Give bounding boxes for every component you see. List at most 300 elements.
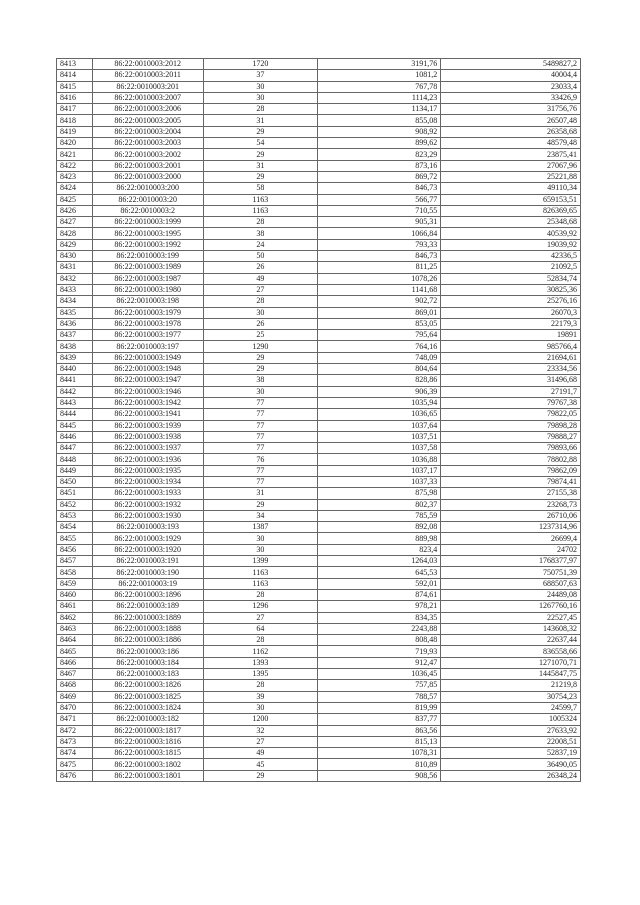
row-number-cell: 8446: [57, 431, 93, 442]
row-number-cell: 8476: [57, 770, 93, 781]
area-cell: 1163: [203, 567, 317, 578]
cadastral-value-cell: 21092,5: [441, 262, 581, 273]
row-number-cell: 8445: [57, 420, 93, 431]
row-number-cell: 8447: [57, 443, 93, 454]
table-row: [57, 499, 581, 510]
cadastral-number-cell: 86:22:0010003:1948: [92, 364, 203, 375]
cadastral-number-cell: 86:22:0010003:2007: [92, 92, 203, 103]
unit-value-cell: 3191,76: [317, 59, 440, 70]
cadastral-value-cell: 23875,41: [441, 149, 581, 160]
table-row: [57, 669, 581, 680]
cadastral-number-cell: 86:22:0010003:2003: [92, 138, 203, 149]
unit-value-cell: 1036,88: [317, 454, 440, 465]
area-cell: 30: [203, 544, 317, 555]
area-cell: 45: [203, 759, 317, 770]
area-cell: 1163: [203, 205, 317, 216]
unit-value-cell: 874,61: [317, 589, 440, 600]
cadastral-number-cell: 86:22:0010003:184: [92, 657, 203, 668]
row-number-cell: 8462: [57, 612, 93, 623]
cadastral-number-cell: 86:22:0010003:1947: [92, 375, 203, 386]
cadastral-value-cell: 836558,66: [441, 646, 581, 657]
area-cell: 24: [203, 239, 317, 250]
cadastral-number-cell: 86:22:0010003:1999: [92, 217, 203, 228]
area-cell: 27: [203, 612, 317, 623]
row-number-cell: 8464: [57, 635, 93, 646]
area-cell: 34: [203, 510, 317, 521]
cadastral-value-cell: 27067,96: [441, 160, 581, 171]
cadastral-number-cell: 86:22:0010003:200: [92, 183, 203, 194]
cadastral-number-cell: 86:22:0010003:1886: [92, 635, 203, 646]
area-cell: 28: [203, 104, 317, 115]
cadastral-number-cell: 86:22:0010003:2006: [92, 104, 203, 115]
cadastral-number-cell: 86:22:0010003:1937: [92, 443, 203, 454]
cadastral-value-cell: 26348,24: [441, 770, 581, 781]
area-cell: 1399: [203, 556, 317, 567]
cadastral-number-cell: 86:22:0010003:1825: [92, 691, 203, 702]
table-row: [57, 702, 581, 713]
area-cell: 28: [203, 296, 317, 307]
cadastral-number-cell: 86:22:0010003:191: [92, 556, 203, 567]
row-number-cell: 8423: [57, 171, 93, 182]
cadastral-value-cell: 23268,73: [441, 499, 581, 510]
table-row: [57, 149, 581, 160]
row-number-cell: 8434: [57, 296, 93, 307]
table-row: [57, 194, 581, 205]
table-row: [57, 488, 581, 499]
row-number-cell: 8460: [57, 589, 93, 600]
row-number-cell: 8468: [57, 680, 93, 691]
table-row: [57, 217, 581, 228]
unit-value-cell: 767,78: [317, 81, 440, 92]
row-number-cell: 8459: [57, 578, 93, 589]
area-cell: 1395: [203, 669, 317, 680]
unit-value-cell: 908,92: [317, 126, 440, 137]
row-number-cell: 8418: [57, 115, 93, 126]
cadastral-value-cell: 79874,41: [441, 476, 581, 487]
unit-value-cell: 566,77: [317, 194, 440, 205]
area-cell: 28: [203, 589, 317, 600]
unit-value-cell: 1035,94: [317, 397, 440, 408]
cadastral-value-cell: 27191,7: [441, 386, 581, 397]
unit-value-cell: 1134,17: [317, 104, 440, 115]
cadastral-value-cell: 826369,65: [441, 205, 581, 216]
table-row: [57, 556, 581, 567]
row-number-cell: 8443: [57, 397, 93, 408]
cadastral-value-cell: 1768377,97: [441, 556, 581, 567]
cadastral-value-cell: 30825,36: [441, 284, 581, 295]
cadastral-number-cell: 86:22:0010003:1935: [92, 465, 203, 476]
cadastral-number-cell: 86:22:0010003:1930: [92, 510, 203, 521]
unit-value-cell: 645,53: [317, 567, 440, 578]
area-cell: 28: [203, 635, 317, 646]
area-cell: 29: [203, 770, 317, 781]
area-cell: 50: [203, 251, 317, 262]
table-row: [57, 691, 581, 702]
cadastral-value-cell: 22008,51: [441, 736, 581, 747]
area-cell: 38: [203, 228, 317, 239]
row-number-cell: 8452: [57, 499, 93, 510]
area-cell: 77: [203, 443, 317, 454]
cadastral-number-cell: 86:22:0010003:1946: [92, 386, 203, 397]
cadastral-number-cell: 86:22:0010003:1802: [92, 759, 203, 770]
cadastral-value-cell: 25276,16: [441, 296, 581, 307]
area-cell: 28: [203, 680, 317, 691]
cadastral-number-cell: 86:22:0010003:1815: [92, 748, 203, 759]
unit-value-cell: 1037,51: [317, 431, 440, 442]
unit-value-cell: 719,93: [317, 646, 440, 657]
table-row: [57, 59, 581, 70]
cadastral-number-cell: 86:22:0010003:2001: [92, 160, 203, 171]
area-cell: 30: [203, 81, 317, 92]
area-cell: 29: [203, 126, 317, 137]
unit-value-cell: 837,77: [317, 714, 440, 725]
table-row: [57, 589, 581, 600]
table-row: [57, 714, 581, 725]
table-row: [57, 657, 581, 668]
table-row: [57, 386, 581, 397]
cadastral-number-cell: 86:22:0010003:1934: [92, 476, 203, 487]
unit-value-cell: 889,98: [317, 533, 440, 544]
table-row: [57, 228, 581, 239]
cadastral-value-cell: 1267760,16: [441, 601, 581, 612]
row-number-cell: 8469: [57, 691, 93, 702]
area-cell: 1200: [203, 714, 317, 725]
cadastral-value-cell: 40539,92: [441, 228, 581, 239]
table-row: [57, 476, 581, 487]
area-cell: 37: [203, 70, 317, 81]
row-number-cell: 8471: [57, 714, 93, 725]
cadastral-value-cell: 48579,48: [441, 138, 581, 149]
cadastral-value-cell: 79822,05: [441, 409, 581, 420]
row-number-cell: 8426: [57, 205, 93, 216]
unit-value-cell: 793,33: [317, 239, 440, 250]
cadastral-value-cell: 22527,45: [441, 612, 581, 623]
area-cell: 26: [203, 318, 317, 329]
area-cell: 77: [203, 397, 317, 408]
cadastral-value-cell: 985766,4: [441, 341, 581, 352]
cadastral-number-cell: 86:22:0010003:198: [92, 296, 203, 307]
cadastral-value-table: [56, 58, 581, 782]
cadastral-value-cell: 40004,4: [441, 70, 581, 81]
cadastral-value-cell: 33426,9: [441, 92, 581, 103]
cadastral-value-cell: 659153,51: [441, 194, 581, 205]
unit-value-cell: 978,21: [317, 601, 440, 612]
cadastral-value-cell: 143608,32: [441, 623, 581, 634]
cadastral-number-cell: 86:22:0010003:2011: [92, 70, 203, 81]
unit-value-cell: 863,56: [317, 725, 440, 736]
table-row: [57, 759, 581, 770]
cadastral-number-cell: 86:22:0010003:1889: [92, 612, 203, 623]
area-cell: 76: [203, 454, 317, 465]
unit-value-cell: 811,25: [317, 262, 440, 273]
area-cell: 1387: [203, 522, 317, 533]
row-number-cell: 8454: [57, 522, 93, 533]
table-row: [57, 646, 581, 657]
cadastral-number-cell: 86:22:0010003:201: [92, 81, 203, 92]
cadastral-number-cell: 86:22:0010003:2005: [92, 115, 203, 126]
row-number-cell: 8431: [57, 262, 93, 273]
cadastral-value-cell: 27155,38: [441, 488, 581, 499]
table-row: [57, 725, 581, 736]
row-number-cell: 8448: [57, 454, 93, 465]
unit-value-cell: 1036,65: [317, 409, 440, 420]
unit-value-cell: 855,08: [317, 115, 440, 126]
row-number-cell: 8472: [57, 725, 93, 736]
cadastral-value-cell: 1005324: [441, 714, 581, 725]
cadastral-value-cell: 49110,34: [441, 183, 581, 194]
cadastral-value-cell: 23033,4: [441, 81, 581, 92]
area-cell: 1720: [203, 59, 317, 70]
unit-value-cell: 873,16: [317, 160, 440, 171]
row-number-cell: 8458: [57, 567, 93, 578]
cadastral-number-cell: 86:22:0010003:189: [92, 601, 203, 612]
area-cell: 58: [203, 183, 317, 194]
row-number-cell: 8474: [57, 748, 93, 759]
unit-value-cell: 757,85: [317, 680, 440, 691]
unit-value-cell: 846,73: [317, 183, 440, 194]
table-row: [57, 736, 581, 747]
row-number-cell: 8436: [57, 318, 93, 329]
table-row: [57, 183, 581, 194]
cadastral-value-cell: 1445847,75: [441, 669, 581, 680]
unit-value-cell: 875,98: [317, 488, 440, 499]
cadastral-value-cell: 1271070,71: [441, 657, 581, 668]
unit-value-cell: 846,73: [317, 251, 440, 262]
row-number-cell: 8430: [57, 251, 93, 262]
row-number-cell: 8422: [57, 160, 93, 171]
row-number-cell: 8416: [57, 92, 93, 103]
unit-value-cell: 815,13: [317, 736, 440, 747]
table-row: [57, 318, 581, 329]
row-number-cell: 8425: [57, 194, 93, 205]
cadastral-value-cell: 750751,39: [441, 567, 581, 578]
area-cell: 26: [203, 262, 317, 273]
cadastral-value-cell: 25221,88: [441, 171, 581, 182]
unit-value-cell: 1114,23: [317, 92, 440, 103]
unit-value-cell: 795,64: [317, 330, 440, 341]
area-cell: 49: [203, 273, 317, 284]
cadastral-number-cell: 86:22:0010003:1989: [92, 262, 203, 273]
cadastral-value-cell: 1237314,96: [441, 522, 581, 533]
table-row: [57, 70, 581, 81]
row-number-cell: 8467: [57, 669, 93, 680]
cadastral-value-cell: 78802,88: [441, 454, 581, 465]
cadastral-number-cell: 86:22:0010003:1801: [92, 770, 203, 781]
cadastral-number-cell: 86:22:0010003:2002: [92, 149, 203, 160]
unit-value-cell: 912,47: [317, 657, 440, 668]
table-body: [57, 59, 581, 782]
area-cell: 30: [203, 702, 317, 713]
cadastral-number-cell: 86:22:0010003:2000: [92, 171, 203, 182]
row-number-cell: 8457: [57, 556, 93, 567]
table-row: [57, 409, 581, 420]
table-row: [57, 296, 581, 307]
cadastral-number-cell: 86:22:0010003:1826: [92, 680, 203, 691]
table-row: [57, 612, 581, 623]
unit-value-cell: 906,39: [317, 386, 440, 397]
row-number-cell: 8420: [57, 138, 93, 149]
area-cell: 77: [203, 409, 317, 420]
cadastral-number-cell: 86:22:0010003:1941: [92, 409, 203, 420]
area-cell: 38: [203, 375, 317, 386]
cadastral-number-cell: 86:22:0010003:197: [92, 341, 203, 352]
cadastral-value-cell: 5489827,2: [441, 59, 581, 70]
row-number-cell: 8461: [57, 601, 93, 612]
table-row: [57, 160, 581, 171]
cadastral-number-cell: 86:22:0010003:1992: [92, 239, 203, 250]
unit-value-cell: 902,72: [317, 296, 440, 307]
cadastral-value-cell: 19039,92: [441, 239, 581, 250]
row-number-cell: 8440: [57, 364, 93, 375]
table-row: [57, 251, 581, 262]
area-cell: 31: [203, 160, 317, 171]
row-number-cell: 8451: [57, 488, 93, 499]
unit-value-cell: 2243,88: [317, 623, 440, 634]
cadastral-number-cell: 86:22:0010003:1888: [92, 623, 203, 634]
row-number-cell: 8428: [57, 228, 93, 239]
cadastral-value-cell: 52837,19: [441, 748, 581, 759]
area-cell: 1163: [203, 578, 317, 589]
cadastral-number-cell: 86:22:0010003:1978: [92, 318, 203, 329]
unit-value-cell: 1037,33: [317, 476, 440, 487]
row-number-cell: 8466: [57, 657, 93, 668]
table-row: [57, 680, 581, 691]
row-number-cell: 8433: [57, 284, 93, 295]
cadastral-number-cell: 86:22:0010003:1936: [92, 454, 203, 465]
unit-value-cell: 828,86: [317, 375, 440, 386]
unit-value-cell: 892,08: [317, 522, 440, 533]
area-cell: 1163: [203, 194, 317, 205]
table-row: [57, 239, 581, 250]
area-cell: 29: [203, 171, 317, 182]
row-number-cell: 8473: [57, 736, 93, 747]
cadastral-value-cell: 79893,66: [441, 443, 581, 454]
table-row: [57, 635, 581, 646]
area-cell: 28: [203, 217, 317, 228]
table-row: [57, 126, 581, 137]
unit-value-cell: 819,99: [317, 702, 440, 713]
unit-value-cell: 1037,58: [317, 443, 440, 454]
cadastral-value-cell: 79767,38: [441, 397, 581, 408]
unit-value-cell: 808,48: [317, 635, 440, 646]
unit-value-cell: 592,01: [317, 578, 440, 589]
unit-value-cell: 1264,03: [317, 556, 440, 567]
row-number-cell: 8463: [57, 623, 93, 634]
cadastral-number-cell: 86:22:0010003:183: [92, 669, 203, 680]
table-row: [57, 115, 581, 126]
row-number-cell: 8450: [57, 476, 93, 487]
table-row: [57, 307, 581, 318]
area-cell: 30: [203, 92, 317, 103]
area-cell: 31: [203, 115, 317, 126]
area-cell: 64: [203, 623, 317, 634]
cadastral-number-cell: 86:22:0010003:1949: [92, 352, 203, 363]
cadastral-value-cell: 79898,28: [441, 420, 581, 431]
table-row: [57, 544, 581, 555]
cadastral-number-cell: 86:22:0010003:1824: [92, 702, 203, 713]
cadastral-number-cell: 86:22:0010003:1896: [92, 589, 203, 600]
cadastral-value-cell: 19891: [441, 330, 581, 341]
row-number-cell: 8414: [57, 70, 93, 81]
area-cell: 1162: [203, 646, 317, 657]
table-row: [57, 454, 581, 465]
cadastral-value-cell: 24599,7: [441, 702, 581, 713]
cadastral-number-cell: 86:22:0010003:2012: [92, 59, 203, 70]
row-number-cell: 8439: [57, 352, 93, 363]
row-number-cell: 8442: [57, 386, 93, 397]
table-row: [57, 510, 581, 521]
cadastral-value-cell: 26358,68: [441, 126, 581, 137]
cadastral-number-cell: 86:22:0010003:190: [92, 567, 203, 578]
row-number-cell: 8441: [57, 375, 93, 386]
cadastral-number-cell: 86:22:0010003:1920: [92, 544, 203, 555]
unit-value-cell: 1078,31: [317, 748, 440, 759]
row-number-cell: 8465: [57, 646, 93, 657]
row-number-cell: 8456: [57, 544, 93, 555]
row-number-cell: 8427: [57, 217, 93, 228]
table-row: [57, 601, 581, 612]
row-number-cell: 8435: [57, 307, 93, 318]
table-row: [57, 92, 581, 103]
area-cell: 27: [203, 736, 317, 747]
area-cell: 77: [203, 476, 317, 487]
area-cell: 29: [203, 364, 317, 375]
unit-value-cell: 764,16: [317, 341, 440, 352]
cadastral-value-cell: 24489,08: [441, 589, 581, 600]
table-row: [57, 352, 581, 363]
row-number-cell: 8432: [57, 273, 93, 284]
table-row: [57, 375, 581, 386]
unit-value-cell: 1036,45: [317, 669, 440, 680]
cadastral-value-cell: 79888,27: [441, 431, 581, 442]
table-row: [57, 578, 581, 589]
table-row: [57, 205, 581, 216]
cadastral-number-cell: 86:22:0010003:1942: [92, 397, 203, 408]
unit-value-cell: 869,72: [317, 171, 440, 182]
table-row: [57, 262, 581, 273]
table-row: [57, 420, 581, 431]
area-cell: 1393: [203, 657, 317, 668]
area-cell: 77: [203, 431, 317, 442]
unit-value-cell: 810,89: [317, 759, 440, 770]
table-row: [57, 138, 581, 149]
table-row: [57, 284, 581, 295]
table-row: [57, 330, 581, 341]
cadastral-number-cell: 86:22:0010003:1938: [92, 431, 203, 442]
cadastral-number-cell: 86:22:0010003:20: [92, 194, 203, 205]
cadastral-number-cell: 86:22:0010003:1933: [92, 488, 203, 499]
cadastral-value-cell: 26699,4: [441, 533, 581, 544]
row-number-cell: 8415: [57, 81, 93, 92]
cadastral-value-cell: 26710,06: [441, 510, 581, 521]
table-row: [57, 364, 581, 375]
row-number-cell: 8413: [57, 59, 93, 70]
unit-value-cell: 1037,64: [317, 420, 440, 431]
cadastral-value-cell: 36490,05: [441, 759, 581, 770]
unit-value-cell: 1078,26: [317, 273, 440, 284]
cadastral-number-cell: 86:22:0010003:1980: [92, 284, 203, 295]
table-row: [57, 567, 581, 578]
table-row: [57, 533, 581, 544]
cadastral-number-cell: 86:22:0010003:2004: [92, 126, 203, 137]
area-cell: 27: [203, 284, 317, 295]
area-cell: 32: [203, 725, 317, 736]
table-row: [57, 522, 581, 533]
row-number-cell: 8449: [57, 465, 93, 476]
cadastral-value-cell: 27633,92: [441, 725, 581, 736]
area-cell: 30: [203, 307, 317, 318]
table-row: [57, 397, 581, 408]
